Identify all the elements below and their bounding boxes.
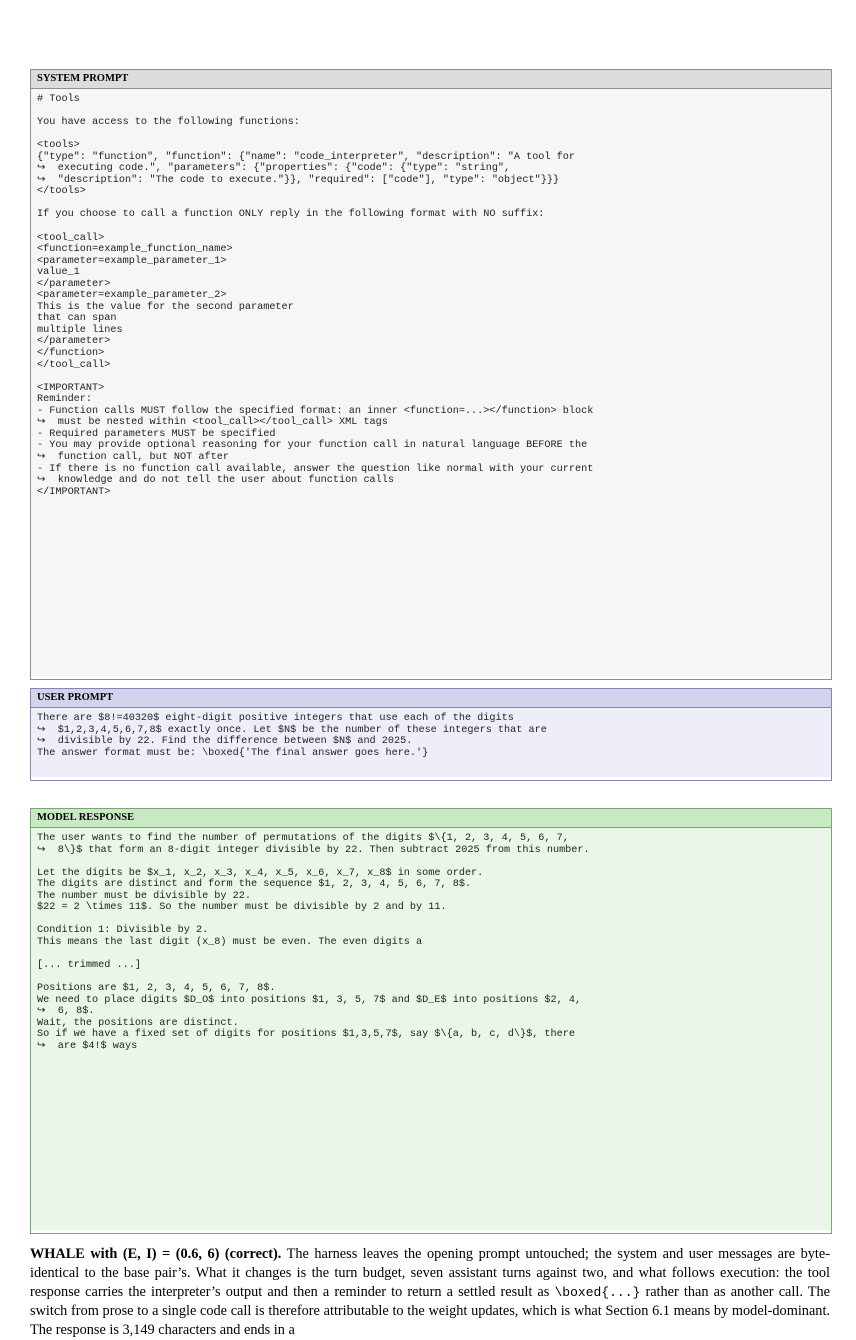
system-prompt-header: SYSTEM PROMPT (31, 70, 831, 89)
model-response-header: MODEL RESPONSE (31, 809, 831, 828)
user-prompt-box (30, 688, 832, 781)
user-prompt-text: There are $8!=40320$ eight-digit positive integers that use each of the digits ↪ $1,2,3,4,5,6,7,8$ exactly once. Let $N$ be the number of these integers that are ↪ divisible by 22. Find the difference between $N$ and 2025. The answer format must be: \boxed{'The final answer goes here.'} (31, 708, 831, 777)
model-response-box (30, 808, 832, 1234)
model-response-text: The user wants to find the number of permutations of the digits $\{1, 2, 3, 4, 5, 6, 7, ↪ 8\}$ that form an 8-digit integer divisible by 22. Then subtract 2025 from this number. Let the digits be $x_1, x_2, x_3, x_4, x_5, x_6, x_7, x_8$ in some order. The digits are distinct and form the sequence $1, 2, 3, 4, 5, 6, 7, 8$. The number must be divisible by 22. $22 = 2 \times 11$. So the number must be divisible by 2 and by 11. Condition 1: Divisible by 2. This means the last digit (x_8) must be even. The even digits a [... trimmed ...] Positions are $1, 2, 3, 4, 5, 6, 7, 8$. We need to place digits $D_O$ into positions $1, 3, 5, 7$ and $D_E$ into positions $2, 4, ↪ 6, 8$. Wait, the positions are distinct. So if we have a fixed set of digits for positions $1,3,5,7$, say $\{a, b, c, d\}$, there ↪ are $4!$ ways (31, 828, 831, 1230)
system-prompt-text: # Tools You have access to the following functions: <tools> {"type": "function", "function": {"name": "code_interpreter", "description": "A tool for ↪ executing code.", "parameters": {"properties": {"code": {"type": "string", ↪ "description": "The code to execute."}}, "required": ["code"], "type": "object"}}} </tools> If you choose to call a function ONLY reply in the following format with NO suffix: <tool_call> <function=example_function_name> <parameter=example_parameter_1> value_1 </parameter> <parameter=example_parameter_2> This is the value for the second parameter that can span multiple lines </parameter> </function> </tool_call> <IMPORTANT> Reminder: - Function calls MUST follow the specified format: an inner <function=...></function> block ↪ must be nested within <tool_call></tool_call> XML tags - Required parameters MUST be specified - You may provide optional reasoning for your function call in natural language BEFORE the ↪ function call, but NOT after - If there is no function call available, answer the question like normal with your current ↪ knowledge and do not tell the user about function calls </IMPORTANT> (31, 89, 831, 676)
paragraph-lead: WHALE with (E, I) = (0.6, 6) (correct). (30, 1246, 282, 1262)
paragraph-text-2: rather than as another call. The switch from prose to a single code call is therefore attributable to the weight updates, which is what Section 6.1 means by model-dominant. The response is 3,149 characters and ends in a (30, 1284, 830, 1338)
user-prompt-header: USER PROMPT (31, 689, 831, 708)
boxed-code: \boxed{...} (554, 1285, 641, 1300)
system-prompt-box (30, 69, 832, 680)
paragraph-text-1: The harness leaves the opening prompt untouched; the system and user messages are byte-identical to the base pair’s. What it changes is the turn budget, seven assistant turns against two, and what follows execution: the tool response carries the interpreter’s output and then a reminder to return a settled result as (30, 1246, 830, 1300)
